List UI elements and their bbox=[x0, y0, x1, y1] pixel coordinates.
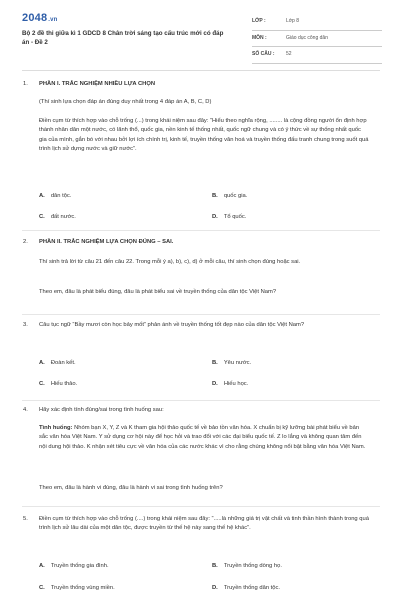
question-number: 1. bbox=[23, 81, 28, 87]
option-text: đất nước. bbox=[50, 214, 76, 220]
option-a[interactable] bbox=[39, 562, 109, 571]
meta-row-class bbox=[252, 14, 382, 31]
option-text: Truyền thống dân tộc. bbox=[223, 585, 280, 591]
meta-key: SỐ CÂU : bbox=[252, 51, 275, 57]
instruction: (Thí sinh lựa chọn đáp án đúng duy nhất trong 4 đáp án A, B, C, D) bbox=[39, 99, 212, 105]
site-logo[interactable] bbox=[22, 12, 58, 24]
option-label: C. bbox=[39, 381, 45, 387]
option-d[interactable] bbox=[212, 380, 248, 389]
meta-value: Giáo dục công dân bbox=[286, 34, 328, 41]
option-d[interactable] bbox=[212, 213, 246, 222]
option-label: B. bbox=[212, 563, 218, 569]
option-a[interactable] bbox=[39, 192, 71, 201]
meta-value: 52 bbox=[286, 51, 292, 57]
option-label: A. bbox=[39, 360, 45, 366]
question-divider bbox=[22, 314, 380, 315]
option-d[interactable] bbox=[212, 584, 280, 593]
question-divider bbox=[22, 506, 380, 507]
header-divider bbox=[22, 70, 380, 71]
option-label: A. bbox=[39, 563, 45, 569]
option-label: C. bbox=[39, 585, 45, 591]
meta-row-subject bbox=[252, 31, 382, 48]
option-text: Truyền thống gia đình. bbox=[50, 563, 109, 569]
question-text: Điền cụm từ thích hợp vào chỗ trống (....) trong khái niệm sau đây: “.....là những giá trị vật chất và tinh thần hình thành trong quá trình lịch sử lâu dài của một dân tộc, được truyền từ thế hệ này sang thế hệ khác”. bbox=[39, 516, 369, 532]
option-b[interactable] bbox=[212, 359, 251, 368]
option-c[interactable] bbox=[39, 213, 76, 222]
option-a[interactable] bbox=[39, 359, 76, 368]
exam-meta bbox=[252, 14, 382, 64]
option-text: Đoàn kết. bbox=[50, 360, 76, 366]
option-text: Truyền thống vùng miền. bbox=[50, 585, 115, 591]
section-heading: PHẦN II. TRẮC NGHIỆM LỰA CHỌN ĐÚNG – SAI. bbox=[39, 239, 174, 245]
option-text: Hiếu thảo. bbox=[50, 381, 78, 387]
logo-text: 2048 bbox=[22, 12, 48, 24]
option-b[interactable] bbox=[212, 562, 282, 571]
option-label: B. bbox=[212, 193, 218, 199]
page-title: Bộ 2 đề thi giữa kì 1 GDCD 8 Chân trời sáng tạo cấu trúc mới có đáp án - Đề 2 bbox=[22, 30, 224, 46]
logo-suffix: .vn bbox=[48, 17, 58, 23]
situation-block bbox=[39, 424, 369, 452]
page-header bbox=[0, 0, 400, 64]
option-text: Tổ quốc. bbox=[223, 214, 247, 220]
option-label: D. bbox=[212, 585, 218, 591]
meta-key: MÔN : bbox=[252, 34, 267, 41]
question-number: 3. bbox=[23, 322, 28, 328]
question-divider bbox=[22, 230, 380, 231]
option-text: quốc gia. bbox=[223, 193, 248, 199]
question-number: 4. bbox=[23, 407, 28, 413]
situation-text: Nhóm bạn X, Y, Z và K tham gia hội thảo quốc tế về bảo tồn văn hóa. X chuẩn bị kỹ lưỡng bài phát biểu về bản sắc văn hóa Việt Nam. Y sử dụng cơ hội này để học hỏi và trao đổi với các đại biểu quốc tế. Z lo lắng và không quan tâm đến nội dung hội thảo. K nhận xét tiêu cực về văn hóa của các nước khác vì cho rằng chúng không nổi bật bằng văn hóa Việt Nam. bbox=[39, 425, 366, 450]
option-label: D. bbox=[212, 381, 218, 387]
question-text: Điền cụm từ thích hợp vào chỗ trống (...) trong khái niệm sau đây: “Hiểu theo nghĩa rộng, ........ là cộng đồng người ổn định hợp thành nhân dân một nước, có lãnh thổ, quốc gia, nền kinh tế thống nhất, quốc ngữ chung và có ý thức về sự thống nhất quốc gia của mình, gắn bó với nhau bởi lợi ích chính trị, kinh tế, truyền thống văn hoá và truyền thống đấu tranh chung trong suốt quá trình lịch sử dựng nước và giữ nước”. bbox=[39, 118, 369, 153]
option-label: D. bbox=[212, 214, 218, 220]
option-text: Hiếu học. bbox=[223, 381, 249, 387]
meta-row-count bbox=[252, 47, 382, 64]
meta-key: LỚP : bbox=[252, 18, 266, 24]
option-text: dân tộc. bbox=[50, 193, 72, 199]
option-text: Yêu nước. bbox=[223, 360, 252, 366]
question-number: 2. bbox=[23, 239, 28, 245]
option-label: C. bbox=[39, 214, 45, 220]
question-text: Theo em, đâu là phát biểu đúng, đâu là phát biểu sai về truyền thống của dân tộc Việt Nam? bbox=[39, 289, 277, 295]
option-b[interactable] bbox=[212, 192, 247, 201]
question-divider bbox=[22, 400, 380, 401]
option-label: B. bbox=[212, 360, 218, 366]
situation-label: Tình huống: bbox=[39, 425, 73, 431]
question-number: 5. bbox=[23, 516, 28, 522]
option-label: A. bbox=[39, 193, 45, 199]
question-text: Câu tục ngữ “Bầy mươi còn học bảy mốt” phản ánh về truyền thống tốt đẹp nào của dân tộc Việt Nam? bbox=[39, 322, 305, 328]
instruction: Thí sinh trả lời từ câu 21 đến câu 22. Trong mỗi ý a), b), c), d) ở mỗi câu, thí sinh chọn đúng hoặc sai. bbox=[39, 259, 301, 265]
section-heading: PHẦN I. TRẮC NGHIỆM NHIỀU LỰA CHỌN bbox=[39, 81, 156, 87]
option-c[interactable] bbox=[39, 380, 77, 389]
question-text: Hãy xác định tính đúng/sai trong tình huống sau: bbox=[39, 407, 164, 413]
meta-value: Lớp 8 bbox=[286, 18, 300, 24]
option-c[interactable] bbox=[39, 584, 115, 593]
option-text: Truyền thống dòng họ. bbox=[223, 563, 282, 569]
question-ask: Theo em, đâu là hành vi đúng, đâu là hành vi sai trong tình huống trên? bbox=[39, 485, 223, 491]
